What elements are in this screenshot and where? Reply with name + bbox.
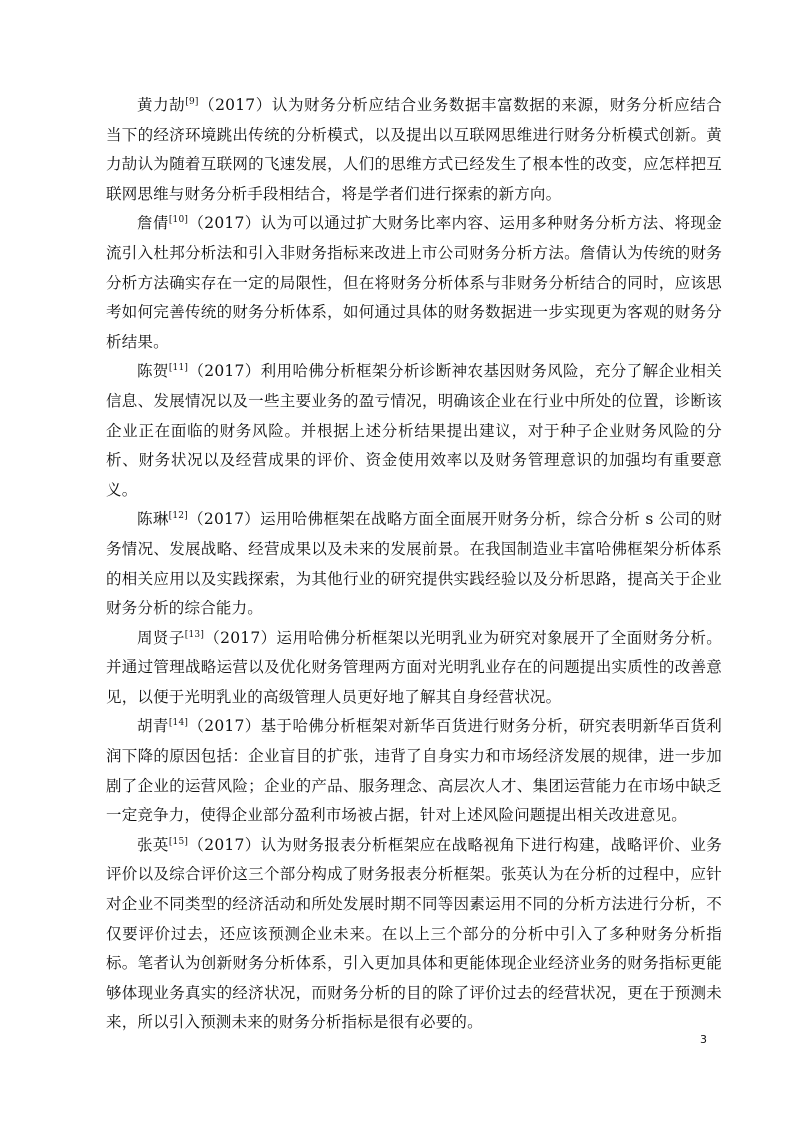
author-name: 胡青 — [137, 717, 169, 736]
paragraph-zhan-qian — [106, 209, 722, 357]
paragraph-text: （2017）基于哈佛分析框架对新华百货进行财务分析，研究表明新华百货利润下降的原因包括：企业盲目的扩张，违背了自身实力和市场经济发展的规律，进一步加剧了企业的运营风险；企业的产品、服务理念、高层次人才、集团运营能力在市场中缺乏一定竞争力，使得企业部分盈利市场被占据，针对上述风险问题提出相关改进意见。 — [106, 717, 722, 825]
citation-ref: [10] — [168, 215, 189, 226]
paragraph-hu-qing — [106, 712, 722, 830]
paragraph-chen-lin — [106, 505, 722, 623]
citation-ref: [14] — [168, 718, 189, 729]
paragraph-chen-he — [106, 357, 722, 505]
citation-ref: [13] — [184, 629, 205, 640]
body-text — [106, 91, 722, 1038]
paragraph-huang-lijie — [106, 91, 722, 209]
author-name: 黄力劼 — [137, 96, 186, 114]
author-name: 詹倩 — [137, 214, 169, 233]
paragraph-text: （2017）运用哈佛框架在战略方面全面展开财务分析，综合分析 s 公司的财务情况、发展战略、经营成果以及未来的发展前景。在我国制造业丰富哈佛框架分析体系的相关应用以及实践探索，为其他行业的研究提供实践经验以及分析思路，提高关于企业财务分析的综合能力。 — [106, 510, 722, 618]
citation-ref: [15] — [168, 836, 189, 847]
author-name: 陈贺 — [137, 362, 169, 381]
citation-ref: [11] — [168, 363, 189, 374]
author-name: 陈琳 — [137, 510, 169, 529]
citation-ref: [9] — [185, 96, 199, 107]
paragraph-text: （2017）认为财务报表分析框架应在战略视角下进行构建，战略评价、业务评价以及综合评价这三个部分构成了财务报表分析框架。张英认为在分析的过程中，应针对企业不同类型的经济活动和所处发展时期不同等因素运用不同的分析方法进行分析，不仅要评价过去，还应该预测企业未来。在以上三个部分的分析中引入了多种财务分析指标。笔者认为创新财务分析体系，引入更加具体和更能体现企业经济业务的财务指标更能够体现业务真实的经济状况，而财务分析的目的除了评价过去的经营状况，更在于预测未来，所以引入预测未来的财务分析指标是很有必要的。 — [106, 835, 722, 1032]
page-number: 3 — [700, 1033, 707, 1046]
author-name: 张英 — [137, 835, 169, 854]
paragraph-text: （2017）利用哈佛分析框架分析诊断神农基因财务风险，充分了解企业相关信息、发展情况以及一些主要业务的盈亏情况，明确该企业在行业中所处的位置，诊断该企业正在面临的财务风险。并根据上述分析结果提出建议，对于种子企业财务风险的分析、财务状况以及经营成果的评价、资金使用效率以及财务管理意识的加强均有重要意义。 — [106, 362, 722, 499]
paragraph-text: （2017）认为可以通过扩大财务比率内容、运用多种财务分析方法、将现金流引入杜邦分析法和引入非财务指标来改进上市公司财务分析方法。詹倩认为传统的财务分析方法确实存在一定的局限性，但在将财务分析体系与非财务分析结合的同时，应该思考如何完善传统的财务分析体系，如何通过具体的财务数据进一步实现更为客观的财务分析结果。 — [106, 214, 722, 351]
author-name: 周贤子 — [137, 628, 185, 647]
citation-ref: [12] — [168, 511, 188, 522]
paragraph-text: （2017）认为财务分析应结合业务数据丰富数据的来源，财务分析应结合当下的经济环境跳出传统的分析模式，以及提出以互联网思维进行财务分析模式创新。黄力劼认为随着互联网的飞速发展，人们的思维方式已经发生了根本性的改变，应怎样把互联网思维与财务分析手段相结合，将是学者们进行探索的新方向。 — [106, 96, 722, 203]
paragraph-zhang-ying — [106, 831, 722, 1038]
paragraph-text: （2017）运用哈佛分析框架以光明乳业为研究对象展开了全面财务分析。并通过管理战略运营以及优化财务管理两方面对光明乳业存在的问题提出实质性的改善意见，以便于光明乳业的高级管理人员更好地了解其自身经营状况。 — [106, 628, 722, 706]
paragraph-zhou-xianzi — [106, 624, 722, 713]
